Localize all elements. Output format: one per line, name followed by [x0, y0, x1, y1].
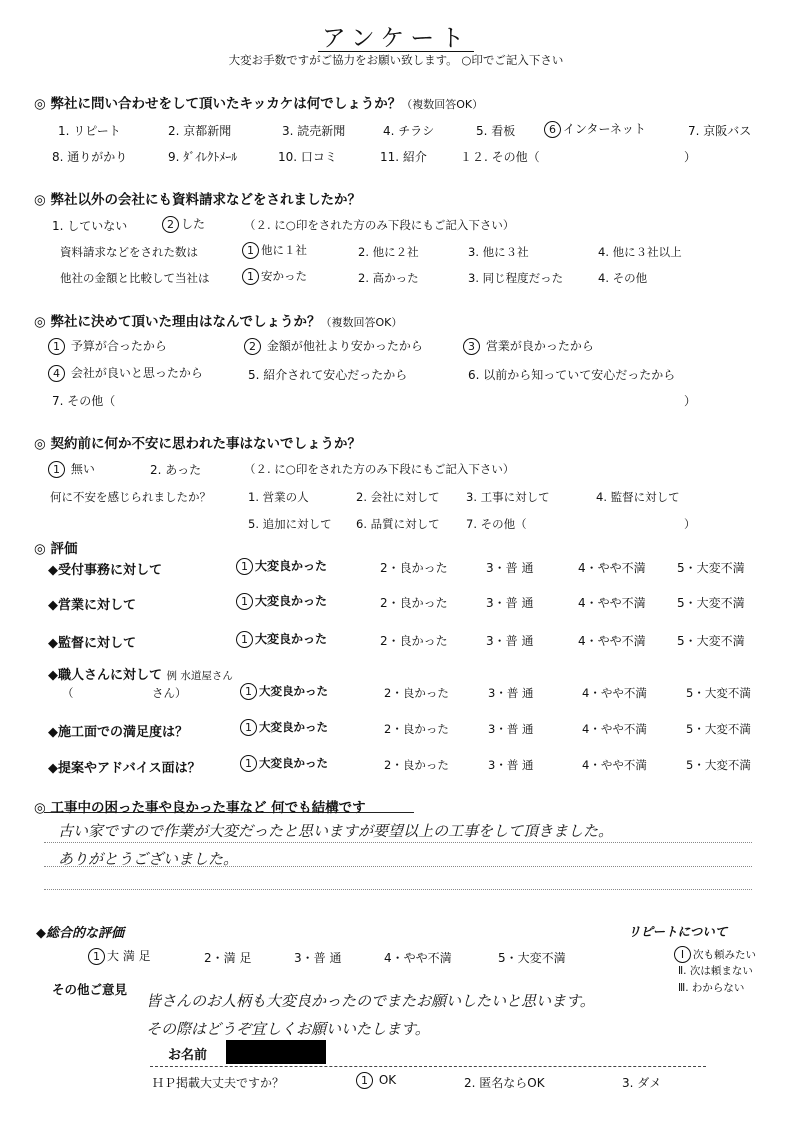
q1-opt-8[interactable]: 8. 通りがかり — [52, 150, 128, 164]
other-handwriting-line-2[interactable]: その際はどうぞ宜しくお願いいたします。 — [146, 1020, 430, 1038]
question-2: ◎ 弊社以外の会社にも資料請求などをされましたか？ — [34, 192, 361, 208]
divider — [44, 812, 414, 813]
q1-opt-11[interactable]: 11. 紹介 — [380, 150, 427, 164]
eval-opt-3[interactable]: 3・普 通 — [486, 634, 534, 648]
q2-sub2-opt-2[interactable]: 2. 高かった — [358, 271, 419, 285]
divider — [44, 842, 752, 843]
other-handwriting-line-1[interactable]: 皆さんのお人柄も大変良かったのでまたお願いしたいと思います。 — [146, 992, 595, 1010]
hp-label: ＨＰ掲載大丈夫ですか？ — [152, 1076, 285, 1090]
eval-opt-5[interactable]: 5・大変不満 — [677, 561, 745, 575]
comment-handwriting-line-1[interactable]: 古い家ですので作業が大変だったと思いますが要望以上の工事をして頂きました。 — [58, 822, 614, 840]
circle-mark-icon: 2 — [162, 216, 179, 233]
q1-opt-12-close: ） — [684, 150, 697, 164]
eval-opt-5[interactable]: 5・大変不満 — [677, 634, 745, 648]
page-subtitle: 大変お手数ですがご協力をお願い致します。 ○印でご記入下さい — [228, 53, 564, 67]
q4-opt-2[interactable]: 2. あった — [150, 463, 202, 477]
q1-opt-9[interactable]: 9. ﾀﾞｲﾚｸﾄﾒｰﾙ — [168, 150, 238, 164]
eval-opt-2[interactable]: 2・良かった — [380, 634, 448, 648]
circle-mark-icon: 1 — [356, 1072, 373, 1089]
eval-opt-5[interactable]: 5・大変不満 — [686, 722, 751, 736]
q3-opt-3[interactable]: 3 営業が良かったから — [463, 337, 594, 355]
circle-mark-icon: 1 — [236, 593, 253, 610]
circle-mark-icon: 3 — [463, 338, 480, 355]
repeat-title: リピートについて — [628, 924, 728, 939]
q3-opt-5[interactable]: 5. 紹介されて安心だったから — [248, 368, 408, 382]
eval-row-label: ◆職人さんに対して 例 水道屋さん — [48, 668, 233, 683]
q2-sub2-opt-1[interactable]: 1 安かった — [242, 268, 307, 285]
eval-opt-1[interactable]: 1 大変良かった — [236, 592, 327, 610]
circle-mark-icon: Ⅰ — [674, 946, 691, 963]
hp-opt-2[interactable]: 2. 匿名ならOK — [464, 1076, 545, 1090]
circle-mark-icon: 6 — [544, 121, 561, 138]
eval-opt-1[interactable]: 1 大変良かった — [240, 683, 328, 700]
eval-opt-4[interactable]: 4・やや不満 — [578, 634, 646, 648]
q4-sub-opt-4[interactable]: 4. 監督に対して — [596, 490, 680, 504]
overall-opt-2[interactable]: 2・満 足 — [204, 951, 252, 965]
circle-mark-icon: 1 — [236, 631, 253, 648]
q1-opt-4[interactable]: 4. チラシ — [383, 124, 435, 138]
comment-handwriting-line-2[interactable]: ありがとうございました。 — [58, 850, 239, 868]
hp-opt-1[interactable]: 1 OK — [356, 1072, 396, 1089]
eval-opt-2[interactable]: 2・良かった — [384, 722, 449, 736]
craftsman-paren-close: さん） — [152, 686, 187, 700]
q4-sub-opt-1[interactable]: 1. 営業の人 — [248, 490, 309, 504]
name-label: お名前 — [168, 1048, 208, 1063]
q4-sub-opt-5[interactable]: 5. 追加に対して — [248, 517, 332, 531]
circle-mark-icon: 1 — [240, 719, 257, 736]
q3-opt-6[interactable]: 6. 以前から知っていて安心だったから — [468, 368, 676, 382]
q4-sub-opt-6[interactable]: 6. 品質に対して — [356, 517, 440, 531]
q4-opt-1[interactable]: 1 無い — [48, 460, 95, 478]
q3-opt-4[interactable]: 4 会社が良いと思ったから — [48, 364, 203, 382]
eval-opt-1[interactable]: 1 大変良かった — [236, 557, 327, 575]
q1-opt-2[interactable]: 2. 京都新聞 — [168, 124, 232, 138]
eval-opt-4[interactable]: 4・やや不満 — [582, 758, 647, 772]
comments-title: ◎ 工事中の困った事や良かった事など 何でも結構です — [34, 800, 366, 816]
circle-mark-icon: 1 — [242, 242, 259, 259]
q1-opt-7[interactable]: 7. 京阪バス — [688, 124, 752, 138]
page-title: アンケート — [0, 24, 792, 52]
q2-note: （２. に○印をされた方のみ下段にもご記入下さい） — [244, 218, 515, 232]
q2-sub1-opt-3[interactable]: 3. 他に３社 — [468, 245, 529, 259]
eval-title: ◎ 評価 — [34, 541, 78, 557]
circle-mark-icon: 1 — [88, 948, 105, 965]
eval-opt-1[interactable]: 1 大変良かった — [236, 630, 327, 648]
q1-opt-3[interactable]: 3. 読売新聞 — [282, 124, 346, 138]
eval-opt-5[interactable]: 5・大変不満 — [677, 596, 745, 610]
circle-mark-icon: 1 — [48, 461, 65, 478]
eval-row-label: ◆提案やアドバイス面は？ — [48, 761, 201, 776]
eval-opt-2[interactable]: 2・良かった — [384, 758, 449, 772]
divider — [44, 866, 752, 867]
q3-opt-7[interactable]: 7. その他（ — [52, 394, 116, 408]
eval-opt-3[interactable]: 3・普 通 — [486, 561, 534, 575]
q2-sub2-opt-4[interactable]: 4. その他 — [598, 271, 648, 285]
circle-mark-icon: 1 — [240, 755, 257, 772]
q2-opt-1[interactable]: 1. していない — [52, 219, 128, 233]
overall-title: ◆総合的な評価 — [36, 926, 124, 941]
eval-opt-3[interactable]: 3・普 通 — [486, 596, 534, 610]
craftsman-paren-open: （ — [62, 686, 74, 700]
overall-opt-5[interactable]: 5・大変不満 — [498, 951, 566, 965]
eval-opt-5[interactable]: 5・大変不満 — [686, 686, 751, 700]
eval-opt-5[interactable]: 5・大変不満 — [686, 758, 751, 772]
q1-opt-6[interactable]: 6 インターネット — [544, 120, 646, 138]
eval-opt-3[interactable]: 3・普 通 — [488, 722, 534, 736]
q2-sub1-opt-2[interactable]: 2. 他に２社 — [358, 245, 419, 259]
q3-opt-2[interactable]: 2 金額が他社より安かったから — [244, 337, 423, 355]
circle-mark-icon: 1 — [240, 683, 257, 700]
q2-sub2-opt-3[interactable]: 3. 同じ程度だった — [468, 271, 564, 285]
hp-opt-3[interactable]: 3. ダメ — [622, 1076, 662, 1090]
q3-opt-7-close: ） — [684, 394, 697, 408]
eval-opt-4[interactable]: 4・やや不満 — [578, 561, 646, 575]
eval-opt-2[interactable]: 2・良かった — [384, 686, 449, 700]
circle-mark-icon: 4 — [48, 365, 65, 382]
repeat-opt-1[interactable]: Ⅰ 次も頼みたい — [674, 946, 756, 963]
q4-sub-opt-2[interactable]: 2. 会社に対して — [356, 490, 440, 504]
q2-sub1-opt-4[interactable]: 4. 他に３社以上 — [598, 245, 682, 259]
eval-row-label: ◆監督に対して — [48, 636, 136, 651]
q2-opt-2[interactable]: 2 した — [162, 215, 205, 233]
name-redaction — [226, 1040, 326, 1064]
eval-opt-2[interactable]: 2・良かった — [380, 596, 448, 610]
q4-sub-opt-7-close: ） — [684, 517, 696, 531]
other-label: その他ご意見 — [52, 982, 128, 997]
q2-sub1-label: 資料請求などをされた数は — [60, 245, 198, 259]
q4-sub-opt-3[interactable]: 3. 工事に対して — [466, 490, 550, 504]
eval-row-label: ◆受付事務に対して — [48, 563, 162, 578]
q4-note: （２. に○印をされた方のみ下段にもご記入下さい） — [244, 462, 515, 476]
eval-opt-4[interactable]: 4・やや不満 — [578, 596, 646, 610]
question-1: ◎ 弊社に問い合わせをして頂いたキッカケは何でしょうか？（複数回答OK） — [34, 96, 484, 112]
q4-sub-opt-7[interactable]: 7. その他（ — [466, 517, 527, 531]
q4-sub-label: 何に不安を感じられましたか？ — [50, 490, 211, 504]
eval-row-label: ◆施工面での満足度は？ — [48, 725, 188, 740]
repeat-opt-3[interactable]: Ⅲ. わからない — [678, 982, 745, 994]
circle-mark-icon: 1 — [48, 338, 65, 355]
overall-opt-3[interactable]: 3・普 通 — [294, 951, 342, 965]
eval-opt-1[interactable]: 1 大変良かった — [240, 719, 328, 736]
q1-opt-5[interactable]: 5. 看板 — [476, 124, 516, 138]
divider — [44, 889, 752, 890]
q2-sub2-label: 他社の金額と比較して当社は — [60, 271, 210, 285]
eval-opt-4[interactable]: 4・やや不満 — [582, 686, 647, 700]
circle-mark-icon: 1 — [242, 268, 259, 285]
question-4: ◎ 契約前に何か不安に思われた事はないでしょうか？ — [34, 436, 361, 452]
q1-opt-10[interactable]: 10. 口コミ — [278, 150, 337, 164]
eval-opt-2[interactable]: 2・良かった — [380, 561, 448, 575]
q1-opt-1[interactable]: 1. リピート — [58, 124, 121, 138]
overall-opt-4[interactable]: 4・やや不満 — [384, 951, 452, 965]
circle-mark-icon: 2 — [244, 338, 261, 355]
q3-opt-1[interactable]: 1 予算が合ったから — [48, 337, 167, 355]
q1-opt-12[interactable]: １２. その他（ — [460, 150, 540, 164]
overall-opt-1[interactable]: 1 大 満 足 — [88, 947, 151, 965]
eval-row-label: ◆営業に対して — [48, 598, 136, 613]
question-3: ◎ 弊社に決めて頂いた理由はなんでしょうか？（複数回答OK） — [34, 314, 403, 330]
eval-opt-3[interactable]: 3・普 通 — [488, 686, 534, 700]
q2-sub1-opt-1[interactable]: 1 他に１社 — [242, 242, 307, 259]
circle-mark-icon: 1 — [236, 558, 253, 575]
eval-opt-1[interactable]: 1 大変良かった — [240, 755, 328, 772]
divider — [150, 1066, 706, 1067]
eval-opt-4[interactable]: 4・やや不満 — [582, 722, 647, 736]
eval-opt-3[interactable]: 3・普 通 — [488, 758, 534, 772]
repeat-opt-2[interactable]: Ⅱ. 次は頼まない — [678, 965, 753, 977]
